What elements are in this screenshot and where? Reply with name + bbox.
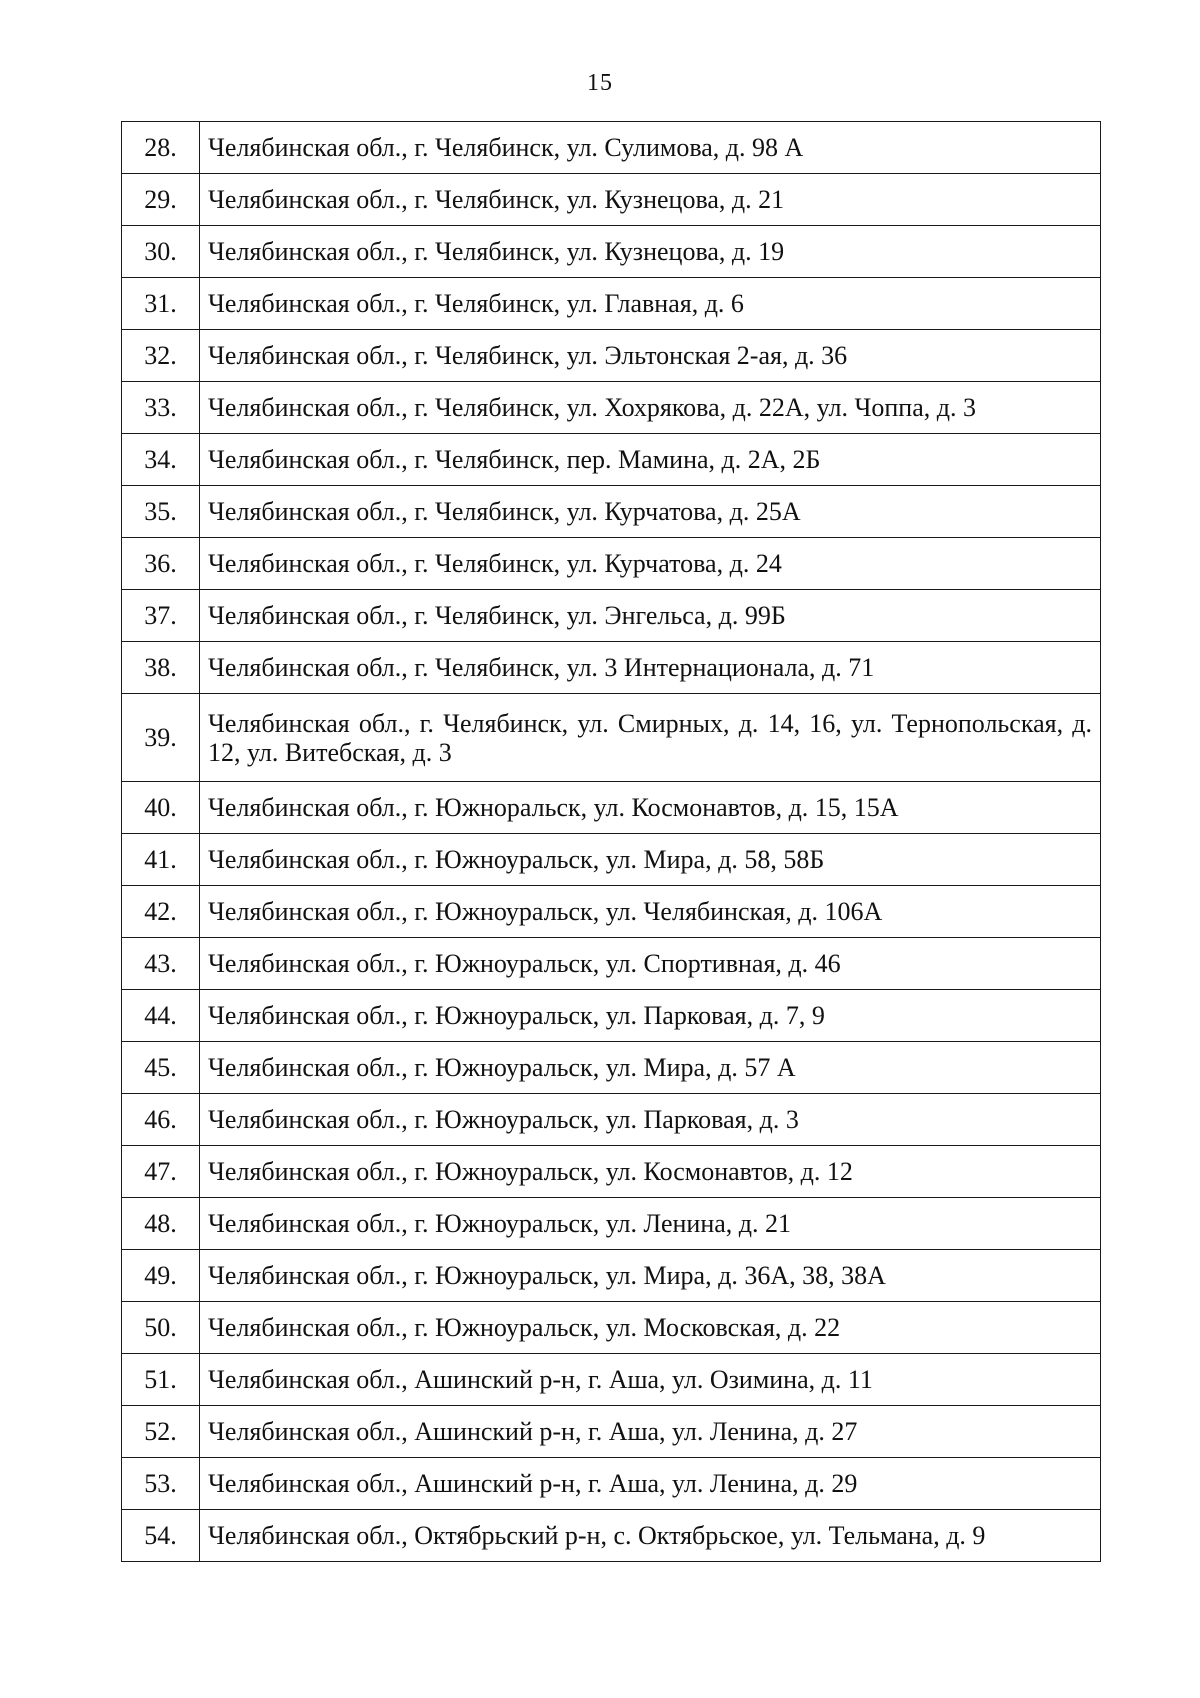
row-address: Челябинская обл., г. Южноуральск, ул. Мира, д. 57 А	[200, 1042, 1101, 1094]
row-address: Челябинская обл., г. Челябинск, пер. Мамина, д. 2А, 2Б	[200, 434, 1101, 486]
table-row	[122, 1510, 1101, 1562]
row-number: 33.	[122, 382, 200, 434]
row-number: 42.	[122, 886, 200, 938]
row-address: Челябинская обл., г. Челябинск, ул. Кузнецова, д. 21	[200, 174, 1101, 226]
table-row	[122, 434, 1101, 486]
table-row	[122, 1094, 1101, 1146]
row-address: Челябинская обл., г. Южноуральск, ул. Мира, д. 58, 58Б	[200, 834, 1101, 886]
address-table	[121, 121, 1101, 1562]
table-row	[122, 382, 1101, 434]
table-row	[122, 1406, 1101, 1458]
row-number: 31.	[122, 278, 200, 330]
row-address: Челябинская обл., г. Челябинск, ул. Хохрякова, д. 22А, ул. Чоппа, д. 3	[200, 382, 1101, 434]
row-address: Челябинская обл., Ашинский р-н, г. Аша, ул. Ленина, д. 29	[200, 1458, 1101, 1510]
row-address: Челябинская обл., г. Челябинск, ул. Курчатова, д. 24	[200, 538, 1101, 590]
row-number: 44.	[122, 990, 200, 1042]
row-address: Челябинская обл., г. Челябинск, ул. Энгельса, д. 99Б	[200, 590, 1101, 642]
row-number: 46.	[122, 1094, 200, 1146]
table-row	[122, 694, 1101, 782]
address-table-body	[122, 122, 1101, 1562]
row-address: Челябинская обл., г. Челябинск, ул. Курчатова, д. 25А	[200, 486, 1101, 538]
table-row	[122, 226, 1101, 278]
table-row	[122, 938, 1101, 990]
row-address: Челябинская обл., г. Южноуральск, ул. Челябинская, д. 106А	[200, 886, 1101, 938]
row-number: 50.	[122, 1302, 200, 1354]
row-address: Челябинская обл., г. Южноуральск, ул. Космонавтов, д. 12	[200, 1146, 1101, 1198]
row-number: 32.	[122, 330, 200, 382]
row-address: Челябинская обл., Ашинский р-н, г. Аша, ул. Озимина, д. 11	[200, 1354, 1101, 1406]
row-address: Челябинская обл., Октябрьский р-н, с. Октябрьское, ул. Тельмана, д. 9	[200, 1510, 1101, 1562]
table-row	[122, 834, 1101, 886]
row-number: 40.	[122, 782, 200, 834]
row-number: 34.	[122, 434, 200, 486]
row-number: 37.	[122, 590, 200, 642]
row-number: 30.	[122, 226, 200, 278]
table-row	[122, 330, 1101, 382]
row-number: 35.	[122, 486, 200, 538]
row-number: 53.	[122, 1458, 200, 1510]
row-number: 36.	[122, 538, 200, 590]
row-number: 47.	[122, 1146, 200, 1198]
table-row	[122, 782, 1101, 834]
table-row	[122, 590, 1101, 642]
row-number: 38.	[122, 642, 200, 694]
row-address: Челябинская обл., г. Южноуральск, ул. Парковая, д. 3	[200, 1094, 1101, 1146]
row-address: Челябинская обл., г. Челябинск, ул. Сулимова, д. 98 А	[200, 122, 1101, 174]
row-number: 28.	[122, 122, 200, 174]
table-row	[122, 1146, 1101, 1198]
table-row	[122, 642, 1101, 694]
table-row	[122, 1458, 1101, 1510]
table-row	[122, 122, 1101, 174]
row-address: Челябинская обл., г. Южноуральск, ул. Парковая, д. 7, 9	[200, 990, 1101, 1042]
row-address: Челябинская обл., г. Южноральск, ул. Космонавтов, д. 15, 15А	[200, 782, 1101, 834]
row-address: Челябинская обл., г. Челябинск, ул. Кузнецова, д. 19	[200, 226, 1101, 278]
table-row	[122, 1198, 1101, 1250]
row-number: 49.	[122, 1250, 200, 1302]
table-row	[122, 990, 1101, 1042]
page-number: 15	[587, 70, 613, 96]
table-row	[122, 886, 1101, 938]
row-address: Челябинская обл., г. Челябинск, ул. Эльтонская 2-ая, д. 36	[200, 330, 1101, 382]
table-row	[122, 1302, 1101, 1354]
row-number: 52.	[122, 1406, 200, 1458]
table-row	[122, 486, 1101, 538]
table-row	[122, 538, 1101, 590]
row-number: 45.	[122, 1042, 200, 1094]
row-address: Челябинская обл., Ашинский р-н, г. Аша, ул. Ленина, д. 27	[200, 1406, 1101, 1458]
table-row	[122, 1250, 1101, 1302]
table-row	[122, 278, 1101, 330]
row-number: 48.	[122, 1198, 200, 1250]
row-number: 29.	[122, 174, 200, 226]
row-address: Челябинская обл., г. Южноуральск, ул. Спортивная, д. 46	[200, 938, 1101, 990]
row-address: Челябинская обл., г. Южноуральск, ул. Московская, д. 22	[200, 1302, 1101, 1354]
table-row	[122, 1042, 1101, 1094]
row-number: 51.	[122, 1354, 200, 1406]
row-address: Челябинская обл., г. Челябинск, ул. 3 Интернационала, д. 71	[200, 642, 1101, 694]
row-address: Челябинская обл., г. Челябинск, ул. Смирных, д. 14, 16, ул. Тернопольская, д. 12, ул. Витебская, д. 3	[200, 694, 1101, 782]
row-number: 43.	[122, 938, 200, 990]
row-number: 54.	[122, 1510, 200, 1562]
table-row	[122, 174, 1101, 226]
table-row	[122, 1354, 1101, 1406]
row-address: Челябинская обл., г. Южноуральск, ул. Ленина, д. 21	[200, 1198, 1101, 1250]
row-address: Челябинская обл., г. Южноуральск, ул. Мира, д. 36А, 38, 38А	[200, 1250, 1101, 1302]
row-number: 39.	[122, 694, 200, 782]
row-number: 41.	[122, 834, 200, 886]
row-address: Челябинская обл., г. Челябинск, ул. Главная, д. 6	[200, 278, 1101, 330]
